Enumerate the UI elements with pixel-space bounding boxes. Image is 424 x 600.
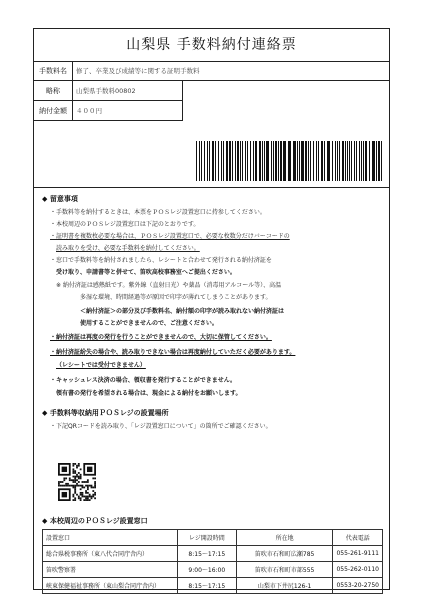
field-fee-name	[34, 61, 389, 81]
barcode-bar	[297, 141, 298, 181]
barcode-bar	[381, 141, 382, 181]
note-line: ・キャッシュレス決済の場合、領収書を発行することができません。	[50, 377, 237, 384]
barcode-bar	[283, 141, 286, 181]
barcode-bar	[349, 141, 350, 181]
barcode-bar	[223, 141, 224, 181]
barcode-bar	[354, 141, 355, 181]
table-cell: 9:00～16:00	[177, 562, 236, 578]
barcode-bar	[327, 141, 330, 181]
pos-locations-table	[42, 529, 383, 594]
bullet-icon: ◆	[42, 409, 48, 417]
barcode-bar	[318, 141, 319, 181]
barcode-bar	[288, 141, 291, 181]
barcode-bar	[356, 141, 357, 181]
field-label: 手数料名	[34, 61, 73, 81]
table-row	[43, 546, 383, 562]
form-title: 山梨県 手数料納付連絡票	[34, 29, 389, 62]
barcode-bar	[264, 141, 265, 181]
barcode-bar	[212, 141, 214, 181]
note-line: （レシートでは受付できません）	[56, 362, 146, 369]
barcode-bar	[351, 141, 352, 181]
barcode-bar	[342, 141, 344, 181]
qr-code[interactable]	[58, 463, 96, 501]
barcode-bar	[226, 141, 228, 181]
table-cell: 0553-20-2750	[333, 578, 383, 594]
note-line: ＜納付済証＞の部分及び手数料名、納付額の印字が読み取れない納付済証は	[80, 308, 285, 315]
barcode-bar	[369, 141, 370, 181]
note-line: ・本校周辺のＰＯＳレジ設置窓口は下記のとおりです。	[50, 221, 200, 228]
field-amount	[34, 101, 389, 121]
table-header-row	[43, 530, 383, 546]
field-label: 略称	[34, 81, 73, 101]
field-value: 修了、卒業及び成績等に関する証明手数料	[73, 61, 389, 81]
payment-form	[33, 28, 390, 590]
barcode-bar	[376, 141, 377, 181]
barcode-bar	[204, 141, 205, 181]
note-line: ・証明書を複数枚必要な場合は、ＰＯＳレジ設置窓口で、必要な枚数分だけバーコードの	[50, 233, 290, 240]
barcode-bar	[196, 141, 197, 181]
note-line: ・納付済証は再度の発行を行うことができませんので、大切に保管してください。	[50, 334, 272, 341]
column-header: 代表電話	[333, 530, 383, 546]
barcode-bar	[339, 141, 340, 181]
column-header: 設置窓口	[43, 530, 178, 546]
barcode-bar	[299, 141, 300, 181]
barcode-bar	[250, 141, 251, 181]
barcode-bar	[253, 141, 254, 181]
barcode-bar	[293, 141, 296, 181]
field-label: 納付金額	[34, 101, 73, 121]
barcode-bar	[305, 141, 307, 181]
barcode-bar	[218, 141, 219, 181]
field-value: ４００円	[73, 101, 183, 121]
table-row	[43, 578, 383, 594]
column-header: レジ開設時間	[177, 530, 236, 546]
barcode-bar	[207, 141, 208, 181]
barcode-bar	[201, 141, 202, 181]
barcode-bar	[345, 141, 346, 181]
barcode-bar	[259, 141, 261, 181]
table-cell: 山梨市下井尻126-1	[236, 578, 333, 594]
barcode-bar	[199, 141, 200, 181]
barcode-bar	[262, 141, 263, 181]
barcode-bar	[255, 141, 257, 181]
barcode-bar	[247, 141, 248, 181]
barcode-bar	[215, 141, 216, 181]
barcode-bar	[313, 141, 314, 181]
barcode-bar	[232, 141, 233, 181]
barcode-bar	[275, 141, 277, 181]
barcode-bar	[245, 141, 246, 181]
barcode-bar	[237, 141, 239, 181]
table-cell: 総合県税事務所（東八代合同庁舎内）	[43, 546, 178, 562]
note-line: 領有書の発行を希望される場合は、現金による納付をお願いします。	[56, 390, 242, 397]
table-cell: 055-261-9111	[333, 546, 383, 562]
barcode-bar	[242, 141, 243, 181]
barcode-bar	[235, 141, 236, 181]
barcode-bar	[278, 141, 279, 181]
table-heading: ◆ 本校周辺のＰＯＳレジ設置窓口	[42, 517, 148, 525]
table-cell: 峡東保健福祉事務所（東山梨合同庁舎内）	[43, 578, 178, 594]
barcode-bar	[372, 141, 375, 181]
pos-heading: ◆ 手数料等収納用ＰＯＳレジの設置場所	[42, 409, 169, 417]
table-cell: 055-262-0110	[333, 562, 383, 578]
notes-heading: ◆ 留意事項	[42, 195, 78, 203]
barcode-bar	[280, 141, 282, 181]
barcode-bar	[378, 141, 380, 181]
barcode-bar	[332, 141, 333, 181]
note-line: 受け取り、申請書等と併せて、笛吹高校事務室へご提出ください。	[56, 269, 236, 276]
table-cell: 8:15～17:15	[177, 546, 236, 562]
barcode	[196, 141, 384, 181]
table-row	[43, 562, 383, 578]
note-line: ・納付済証紛失の場合や、読み取りできない場合は再度納付していただく必要があります。	[50, 349, 296, 356]
barcode-bar	[363, 141, 364, 181]
field-value: 山梨県手数料00802	[73, 81, 183, 101]
barcode-bar	[301, 141, 304, 181]
barcode-bar	[240, 141, 241, 181]
barcode-bar	[321, 141, 323, 181]
barcode-bar	[316, 141, 317, 181]
barcode-bar	[324, 141, 325, 181]
note-line: 多湿な環境、時間経過等が原因で印字が薄れてしまうことがあります。	[80, 294, 272, 301]
barcode-bar	[335, 141, 336, 181]
table-cell: 笛吹市石和町市部555	[236, 562, 333, 578]
barcode-bar	[209, 141, 210, 181]
note-line: 使用することができませんので、ご注意ください。	[80, 320, 218, 327]
barcode-bar	[308, 141, 309, 181]
barcode-bar	[337, 141, 338, 181]
column-header: 所在地	[236, 530, 333, 546]
barcode-bar	[365, 141, 367, 181]
barcode-bar	[271, 141, 272, 181]
barcode-bar	[359, 141, 360, 181]
note-line: ・窓口で手数料等を納付されましたら、レシートと合わせて発行される納付済証を	[50, 257, 272, 264]
barcode-bar	[221, 141, 222, 181]
note-line: ※ 納付済証は感熱紙です。紫外線（直射日光）や薬品（消毒用アルコール等）、高温	[56, 282, 282, 289]
barcode-bar	[347, 141, 348, 181]
pos-text: ・下記QRコードを読み取り、「レジ設置窓口について」の箇所でご確認ください。	[50, 423, 272, 430]
barcode-bar	[273, 141, 274, 181]
note-line: ・手数料等を納付するときは、本票をＰＯＳレジ設置窓口に持参してください。	[50, 209, 266, 216]
bullet-icon: ◆	[42, 517, 48, 525]
barcode-bar	[361, 141, 362, 181]
table-cell: 笛吹警察署	[43, 562, 178, 578]
field-abbreviation	[34, 81, 389, 101]
barcode-bar	[310, 141, 311, 181]
table-cell: 8:15～17:15	[177, 578, 236, 594]
note-line: 読み取りを受け、必要な手数料を納付してください。	[56, 245, 200, 252]
barcode-bar	[229, 141, 231, 181]
bullet-icon: ◆	[42, 195, 48, 203]
table-cell: 笛吹市石和町広瀬785	[236, 546, 333, 562]
barcode-bar	[266, 141, 269, 181]
